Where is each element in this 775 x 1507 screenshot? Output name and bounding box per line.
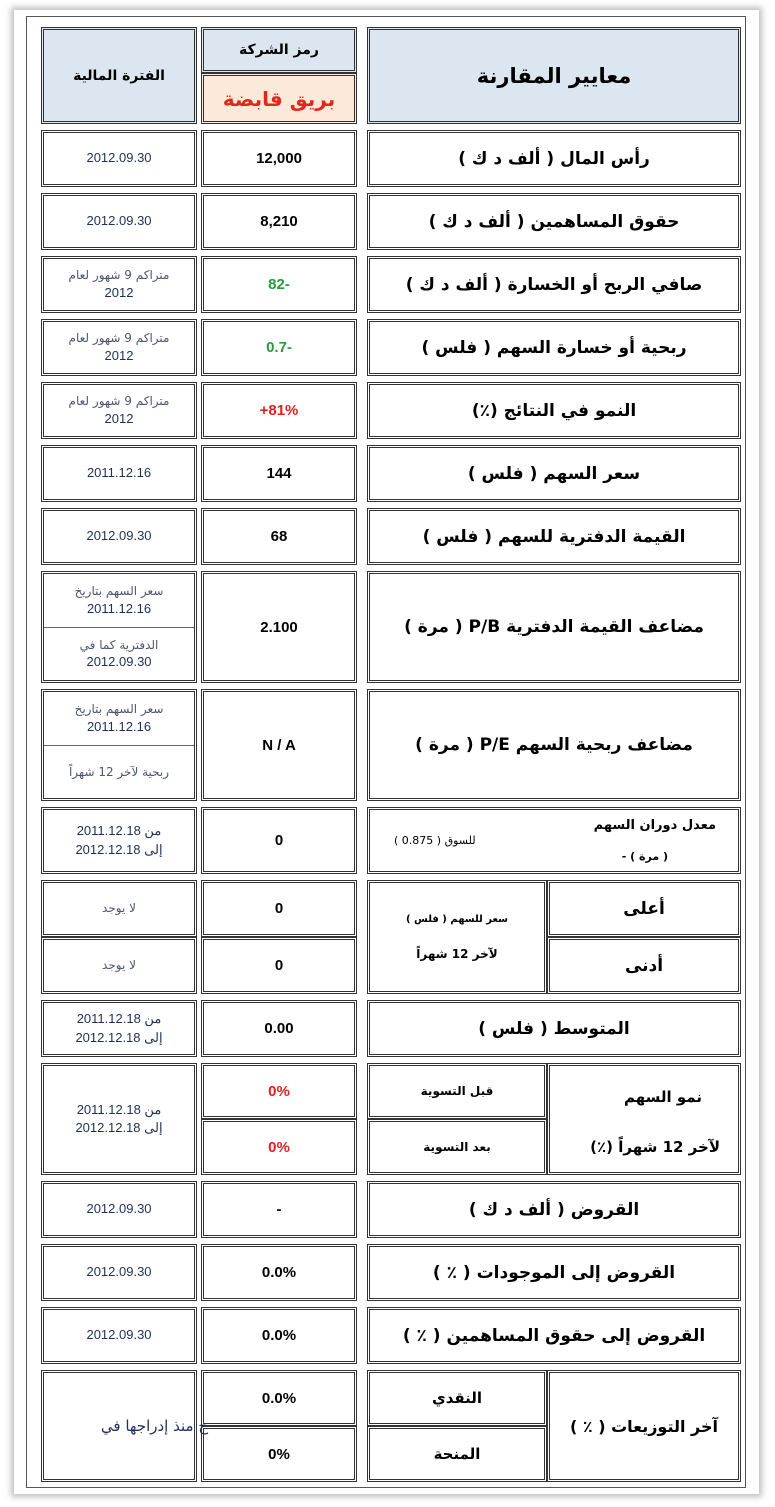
loans-assets-label-cell <box>367 1244 741 1301</box>
equity-label: حقوق المساهمين ( ألف د ك ) <box>428 211 680 232</box>
after-settlement-label-cell <box>367 1119 547 1175</box>
pb-value: 2.100 <box>260 618 298 636</box>
criteria-header <box>367 27 741 124</box>
turnover-period-line1: من 2011.12.18 <box>76 823 162 839</box>
dividends-cash-value-cell <box>201 1370 357 1426</box>
high-label-cell <box>547 880 741 937</box>
pb-period-a2: 2011.12.16 <box>86 600 152 616</box>
equity-period-cell <box>41 193 197 250</box>
growth-period-line1: متراكم 9 شهور لعام <box>68 394 170 408</box>
loans-period: 2012.09.30 <box>86 1201 152 1217</box>
share-price-value-cell <box>201 445 357 502</box>
period-header-text: الفترة المالية <box>73 67 165 84</box>
loans-assets-value-cell <box>201 1244 357 1301</box>
loans-label: القروض ( ألف د ك ) <box>468 1199 640 1220</box>
comparison-table <box>26 16 746 1488</box>
turnover-value-cell <box>201 807 357 874</box>
low-period: لا يوجد <box>102 958 136 973</box>
share-growth-label-cell <box>547 1063 741 1175</box>
average-period-line2: إلى 2012.12.18 <box>75 1029 163 1045</box>
average-label-cell <box>367 1000 741 1057</box>
company-name: بريق قابضة <box>222 86 336 111</box>
share-growth-period-cell <box>41 1063 197 1175</box>
eps-period-line2: 2012 <box>104 347 134 363</box>
low-value-cell <box>201 937 357 994</box>
pe-period-cell <box>41 689 197 801</box>
turnover-period-cell <box>41 807 197 874</box>
dividends-cash-label: النقدي <box>431 1389 483 1407</box>
low-period-cell <box>41 937 197 994</box>
equity-label-cell <box>367 193 741 250</box>
high-period: لا يوجد <box>102 901 136 916</box>
turnover-label-line2: ( مرة ) - <box>621 850 668 863</box>
eps-label-cell <box>367 319 741 376</box>
turnover-label-line1: معدل دوران السهم <box>593 818 716 833</box>
before-settlement-value: 0% <box>268 1082 290 1100</box>
high-low-group-cell <box>367 880 547 994</box>
dividends-period: ح منذ إدراجها في <box>100 1417 208 1435</box>
net-profit-value: -82 <box>268 276 290 293</box>
equity-period: 2012.09.30 <box>86 213 152 229</box>
book-value-value-cell <box>201 508 357 565</box>
high-low-group-line2: لآخر 12 شهراً <box>416 946 498 961</box>
dividends-label-cell <box>547 1370 741 1482</box>
pb-label: مضاعف القيمة الدفترية P/B ( مرة ) <box>404 617 704 637</box>
loans-equity-value-cell <box>201 1307 357 1364</box>
book-value-period: 2012.09.30 <box>86 528 152 544</box>
turnover-label-market: للسوق ( 0.875 ) <box>394 834 476 847</box>
pe-label-cell <box>367 689 741 801</box>
book-value-period-cell <box>41 508 197 565</box>
loans-equity-period-cell <box>41 1307 197 1364</box>
after-settlement-value: 0% <box>268 1138 290 1156</box>
high-value: 0 <box>274 900 284 917</box>
dividends-label: آخر التوزيعات ( ٪ ) <box>569 1416 719 1436</box>
pb-period-b1: الدفترية كما في <box>79 637 159 652</box>
turnover-label-cell <box>367 807 741 874</box>
loans-equity-label: القروض إلى حقوق المساهمين ( ٪ ) <box>402 1325 706 1346</box>
growth-value: 81%+ <box>259 402 299 419</box>
loans-value-cell <box>201 1181 357 1238</box>
dividends-cash-label-cell <box>367 1370 547 1426</box>
book-value-label: القيمة الدفترية للسهم ( فلس ) <box>422 526 686 547</box>
loans-period-cell <box>41 1181 197 1238</box>
loans-equity-value: 0.0% <box>261 1327 297 1344</box>
pe-value: N / A <box>262 736 296 754</box>
share-price-period: 2011.12.16 <box>86 465 152 481</box>
criteria-header-text: معايير المقارنة <box>476 63 632 88</box>
high-value-cell <box>201 880 357 937</box>
period-header <box>41 27 197 124</box>
growth-label-cell <box>367 382 741 439</box>
share-growth-label-line1: نمو السهم <box>623 1088 702 1106</box>
book-value-label-cell <box>367 508 741 565</box>
pe-period-b1: ربحية لآخر 12 شهراً <box>68 764 170 779</box>
net-profit-period-line1: متراكم 9 شهور لعام <box>68 268 170 282</box>
loans-value: - <box>276 1201 282 1218</box>
average-value-cell <box>201 1000 357 1057</box>
before-settlement-value-cell <box>201 1063 357 1119</box>
pb-period-a1: سعر السهم بتاريخ <box>74 584 164 598</box>
dividends-period-cell <box>41 1370 208 1482</box>
loans-equity-label-cell <box>367 1307 741 1364</box>
company-code-label: رمز الشركة <box>239 42 319 58</box>
pe-value-cell <box>201 689 357 801</box>
share-price-label: سعر السهم ( فلس ) <box>467 463 641 484</box>
pe-period-a2: 2011.12.16 <box>86 718 152 734</box>
after-settlement-value-cell <box>201 1119 357 1175</box>
before-settlement-label: قبل التسوية <box>420 1084 494 1098</box>
share-price-period-cell <box>41 445 197 502</box>
net-profit-period-cell <box>41 256 197 313</box>
capital-period-cell <box>41 130 197 187</box>
pe-label: مضاعف ربحية السهم P/E ( مرة ) <box>415 735 693 755</box>
before-settlement-label-cell <box>367 1063 547 1119</box>
dividends-bonus-value: 0% <box>268 1445 290 1463</box>
net-profit-period-line2: 2012 <box>104 284 134 300</box>
capital-value-cell <box>201 130 357 187</box>
loans-equity-period: 2012.09.30 <box>86 1327 152 1343</box>
share-growth-period-line2: إلى 2012.12.18 <box>75 1120 163 1135</box>
after-settlement-label: بعد التسوية <box>423 1140 491 1154</box>
share-growth-period-line1: من 2011.12.18 <box>76 1101 162 1117</box>
turnover-period-line2: إلى 2012.12.18 <box>75 841 163 857</box>
eps-label: ربحية أو خسارة السهم ( فلس ) <box>421 337 687 358</box>
loans-assets-label: القروض إلى الموجودات ( ٪ ) <box>432 1262 676 1283</box>
growth-value-cell <box>201 382 357 439</box>
low-value: 0 <box>274 957 284 974</box>
eps-value: -0.7 <box>266 339 292 356</box>
pb-period-cell <box>41 571 197 683</box>
loans-label-cell <box>367 1181 741 1238</box>
net-profit-label: صافي الربح أو الخسارة ( ألف د ك ) <box>405 274 703 295</box>
high-low-group-line1: سعر للسهم ( فلس ) <box>406 913 508 925</box>
capital-period: 2012.09.30 <box>86 150 152 166</box>
average-value: 0.00 <box>264 1020 294 1037</box>
equity-value-cell <box>201 193 357 250</box>
eps-period-line1: متراكم 9 شهور لعام <box>68 331 170 345</box>
net-profit-label-cell <box>367 256 741 313</box>
capital-label: رأس المال ( ألف د ك ) <box>458 148 650 169</box>
book-value-value: 68 <box>270 528 288 545</box>
low-label: أدنى <box>624 955 664 976</box>
average-period-cell <box>41 1000 197 1057</box>
turnover-value: 0 <box>274 832 284 849</box>
company-code-header <box>201 27 357 73</box>
net-profit-value-cell <box>201 256 357 313</box>
eps-period-cell <box>41 319 197 376</box>
pb-value-cell <box>201 571 357 683</box>
pe-period-a1: سعر السهم بتاريخ <box>74 702 164 716</box>
growth-label: النمو في النتائج (٪) <box>471 400 637 421</box>
dividends-cash-value: 0.0% <box>261 1389 297 1407</box>
average-label: المتوسط ( فلس ) <box>478 1018 630 1039</box>
loans-assets-value: 0.0% <box>261 1264 297 1281</box>
share-growth-label-line2: لآخر 12 شهراً (٪) <box>590 1138 720 1156</box>
eps-value-cell <box>201 319 357 376</box>
growth-period-line2: 2012 <box>104 410 134 426</box>
dividends-bonus-value-cell <box>201 1426 357 1482</box>
average-period-line1: من 2011.12.18 <box>76 1011 162 1027</box>
pb-period-b2: 2012.09.30 <box>86 654 152 670</box>
share-price-value: 144 <box>266 465 292 482</box>
loans-assets-period: 2012.09.30 <box>86 1264 152 1280</box>
equity-value: 8,210 <box>260 213 298 230</box>
pb-label-cell <box>367 571 741 683</box>
low-label-cell <box>547 937 741 994</box>
loans-assets-period-cell <box>41 1244 197 1301</box>
high-period-cell <box>41 880 197 937</box>
share-price-label-cell <box>367 445 741 502</box>
dividends-bonus-label: المنحة <box>433 1445 481 1463</box>
capital-value: 12,000 <box>256 150 302 167</box>
growth-period-cell <box>41 382 197 439</box>
high-label: أعلى <box>623 898 665 919</box>
capital-label-cell <box>367 130 741 187</box>
company-name-cell <box>201 73 357 124</box>
dividends-bonus-label-cell <box>367 1426 547 1482</box>
